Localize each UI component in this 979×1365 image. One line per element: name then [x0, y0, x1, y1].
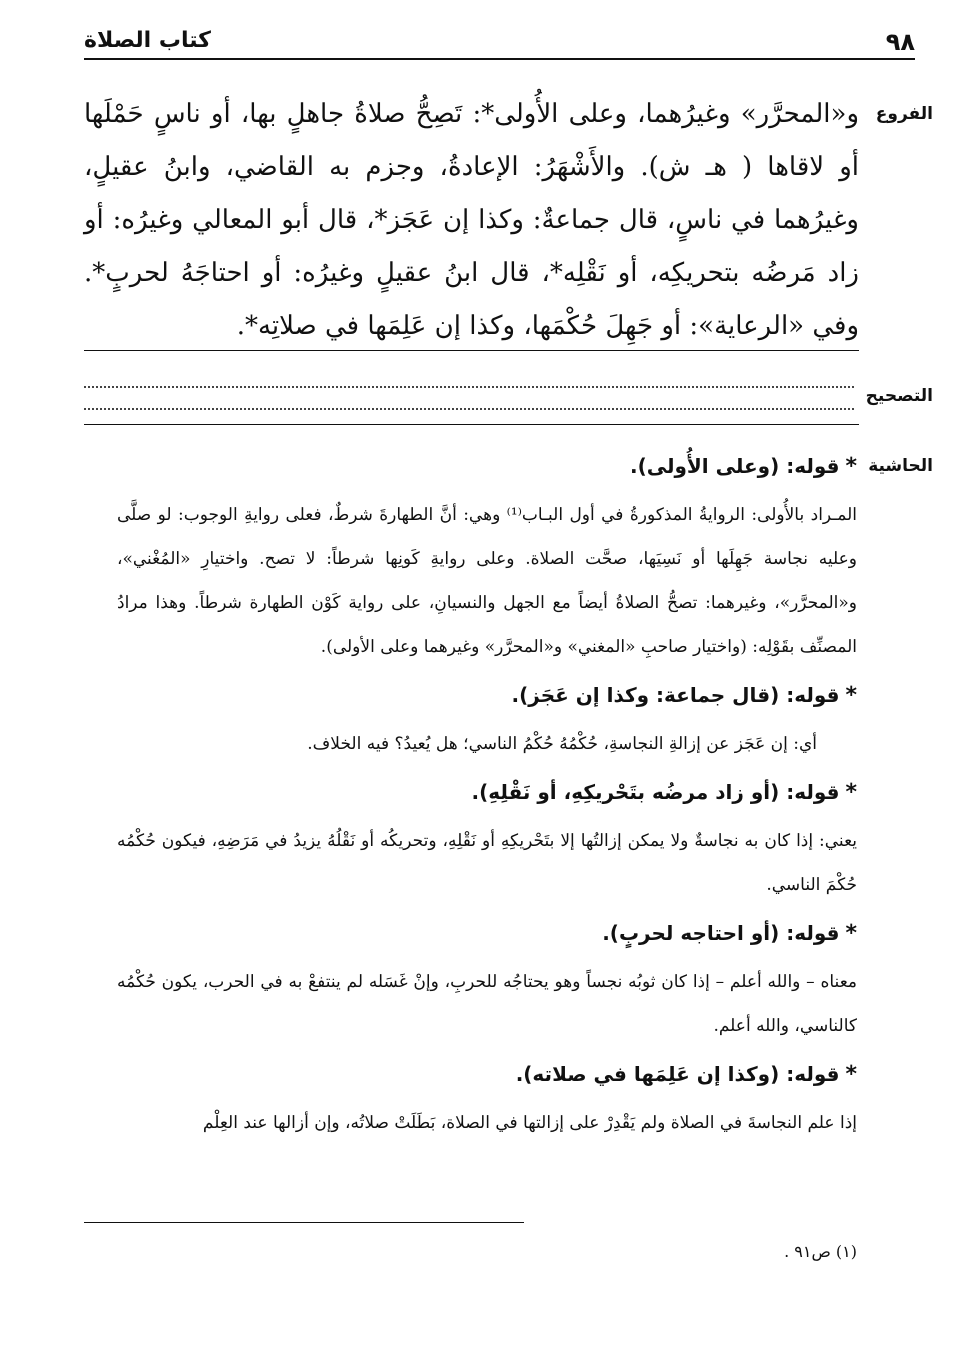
entry-body: أي: إن عَجَز عن إزالةِ النجاسةِ، حُكْمُهُ حُكْمُ الناسي؛ هل يُعيدُ؟ فيه الخلاف.	[307, 734, 817, 754]
star-marker: *	[845, 683, 857, 708]
star-marker: *	[845, 1062, 857, 1087]
heading-text: قوله: (أو احتاجه لحربٍ).	[602, 921, 840, 945]
hashiya-entry	[117, 907, 857, 1048]
footnote-separator	[84, 1222, 524, 1223]
heading-text: قوله: (وعلى الأُولى).	[629, 454, 840, 478]
tasheeh-bottom-rule	[84, 424, 859, 425]
hashiya-entry	[117, 766, 857, 907]
tasheeh-label: التصحيح	[865, 386, 933, 406]
furoo-bottom-rule	[84, 350, 859, 351]
hashiya-entry	[117, 1048, 857, 1145]
entry-heading	[117, 1048, 857, 1101]
heading-text: قوله: (أو زاد مرضُه بتَحْريكِهِ، أو نَقْلِهِ).	[471, 780, 840, 804]
tasheeh-dotted-line-1	[84, 386, 854, 388]
entry-heading	[117, 440, 857, 493]
page-number: ٩٨	[885, 28, 915, 56]
hashiya-entry	[117, 669, 857, 766]
furoo-text-block	[84, 88, 859, 353]
entry-body: المـراد بالأُولى: الروايةُ المذكورةُ في أول البـاب⁽¹⁾ وهي: أنَّ الطهارةَ شرطٌ، فعلى روايةِ الوجوب: لو صلَّى وعليه نجاسة جَهِلَها أو نَسِيَها، صحَّت الصلاة. وعلى روايةِ كَونِها شرطاً: لا تصح. واختيارِ «المُغْني»، و«المحرَّر»، وغيرهما: تصحُّ الصلاةُ أيضاً مع الجهل والنسيانِ، على رواية كَوْن الطهارة شرطاً. وهذا مرادُ المصنِّف بقَوْلِه: (واختيار صاحبِ «المغني» و«المحرَّر» وغيرهما وعلى الأولى).	[117, 505, 858, 657]
heading-text: قوله: (قال جماعة: وكذا إن عَجَز).	[511, 683, 840, 707]
star-marker: *	[845, 780, 857, 805]
star-marker: *	[845, 921, 857, 946]
page-header	[84, 26, 915, 60]
entry-heading	[117, 669, 857, 722]
tasheeh-dotted-line-2	[84, 408, 854, 410]
hashiya-entry	[117, 440, 857, 669]
furoo-paragraph: و«المحرَّر» وغيرُهما، وعلى الأُولى*: تَصِحُّ صلاةُ جاهلٍ بها، أو ناسٍ حَمْلَها أو لاقاها ( هـ ش). والأَشْهَرُ: الإعادةُ، وجزم به القاضي، وابنُ عقيلٍ، وغيرُهما في ناسٍ، قال جماعةٌ: وكذا إن عَجَز*، قال أبو المعالي وغيرُه: أو زاد مَرضُه بتحريكِه، أو نَقْلِه*، قال ابنُ عقيلٍ وغيرُه: أو احتاجَهُ لحربٍ*. وفي «الرعاية»: أو جَهِلَ حُكْمَها، وكذا إن عَلِمَها في صلاتِه*.	[84, 99, 859, 341]
heading-text: قوله: (وكذا إن عَلِمَها في صلاته).	[515, 1062, 840, 1086]
entry-heading	[117, 907, 857, 960]
entry-heading	[117, 766, 857, 819]
star-marker: *	[845, 454, 857, 479]
entry-body: إذا علم النجاسةَ في الصلاة ولم يَقْدِرْ على إزالتها في الصلاة، بَطَلَتْ صلاتُه، وإن أزالها عند العِلْم	[202, 1113, 857, 1133]
hashiya-label: الحاشية	[868, 456, 933, 476]
book-title: كتاب الصلاة	[84, 28, 211, 53]
footnote: (١) ص٩١ .	[784, 1242, 857, 1261]
entry-body: معناه – والله أعلم – إذا كان ثوبُه نجساً وهو يحتاجُه للحربِ، وإنْ غَسَله لم ينتفعْ به في الحرب، يكون حُكْمُه كالناسي، والله أعلم.	[117, 972, 857, 1036]
hashiya-block	[117, 440, 857, 1145]
entry-body: يعني: إذا كان به نجاسةٌ ولا يمكن إزالتُها إلا بتَحْريكِهِ أو نَقْلِهِ، وتحريكُه أو نَقْلُهُ يزيدُ في مَرَضِهِ، فيكون حُكْمُه حُكْمَ الناسي.	[117, 831, 857, 895]
furoo-label: الفروع	[875, 104, 933, 124]
